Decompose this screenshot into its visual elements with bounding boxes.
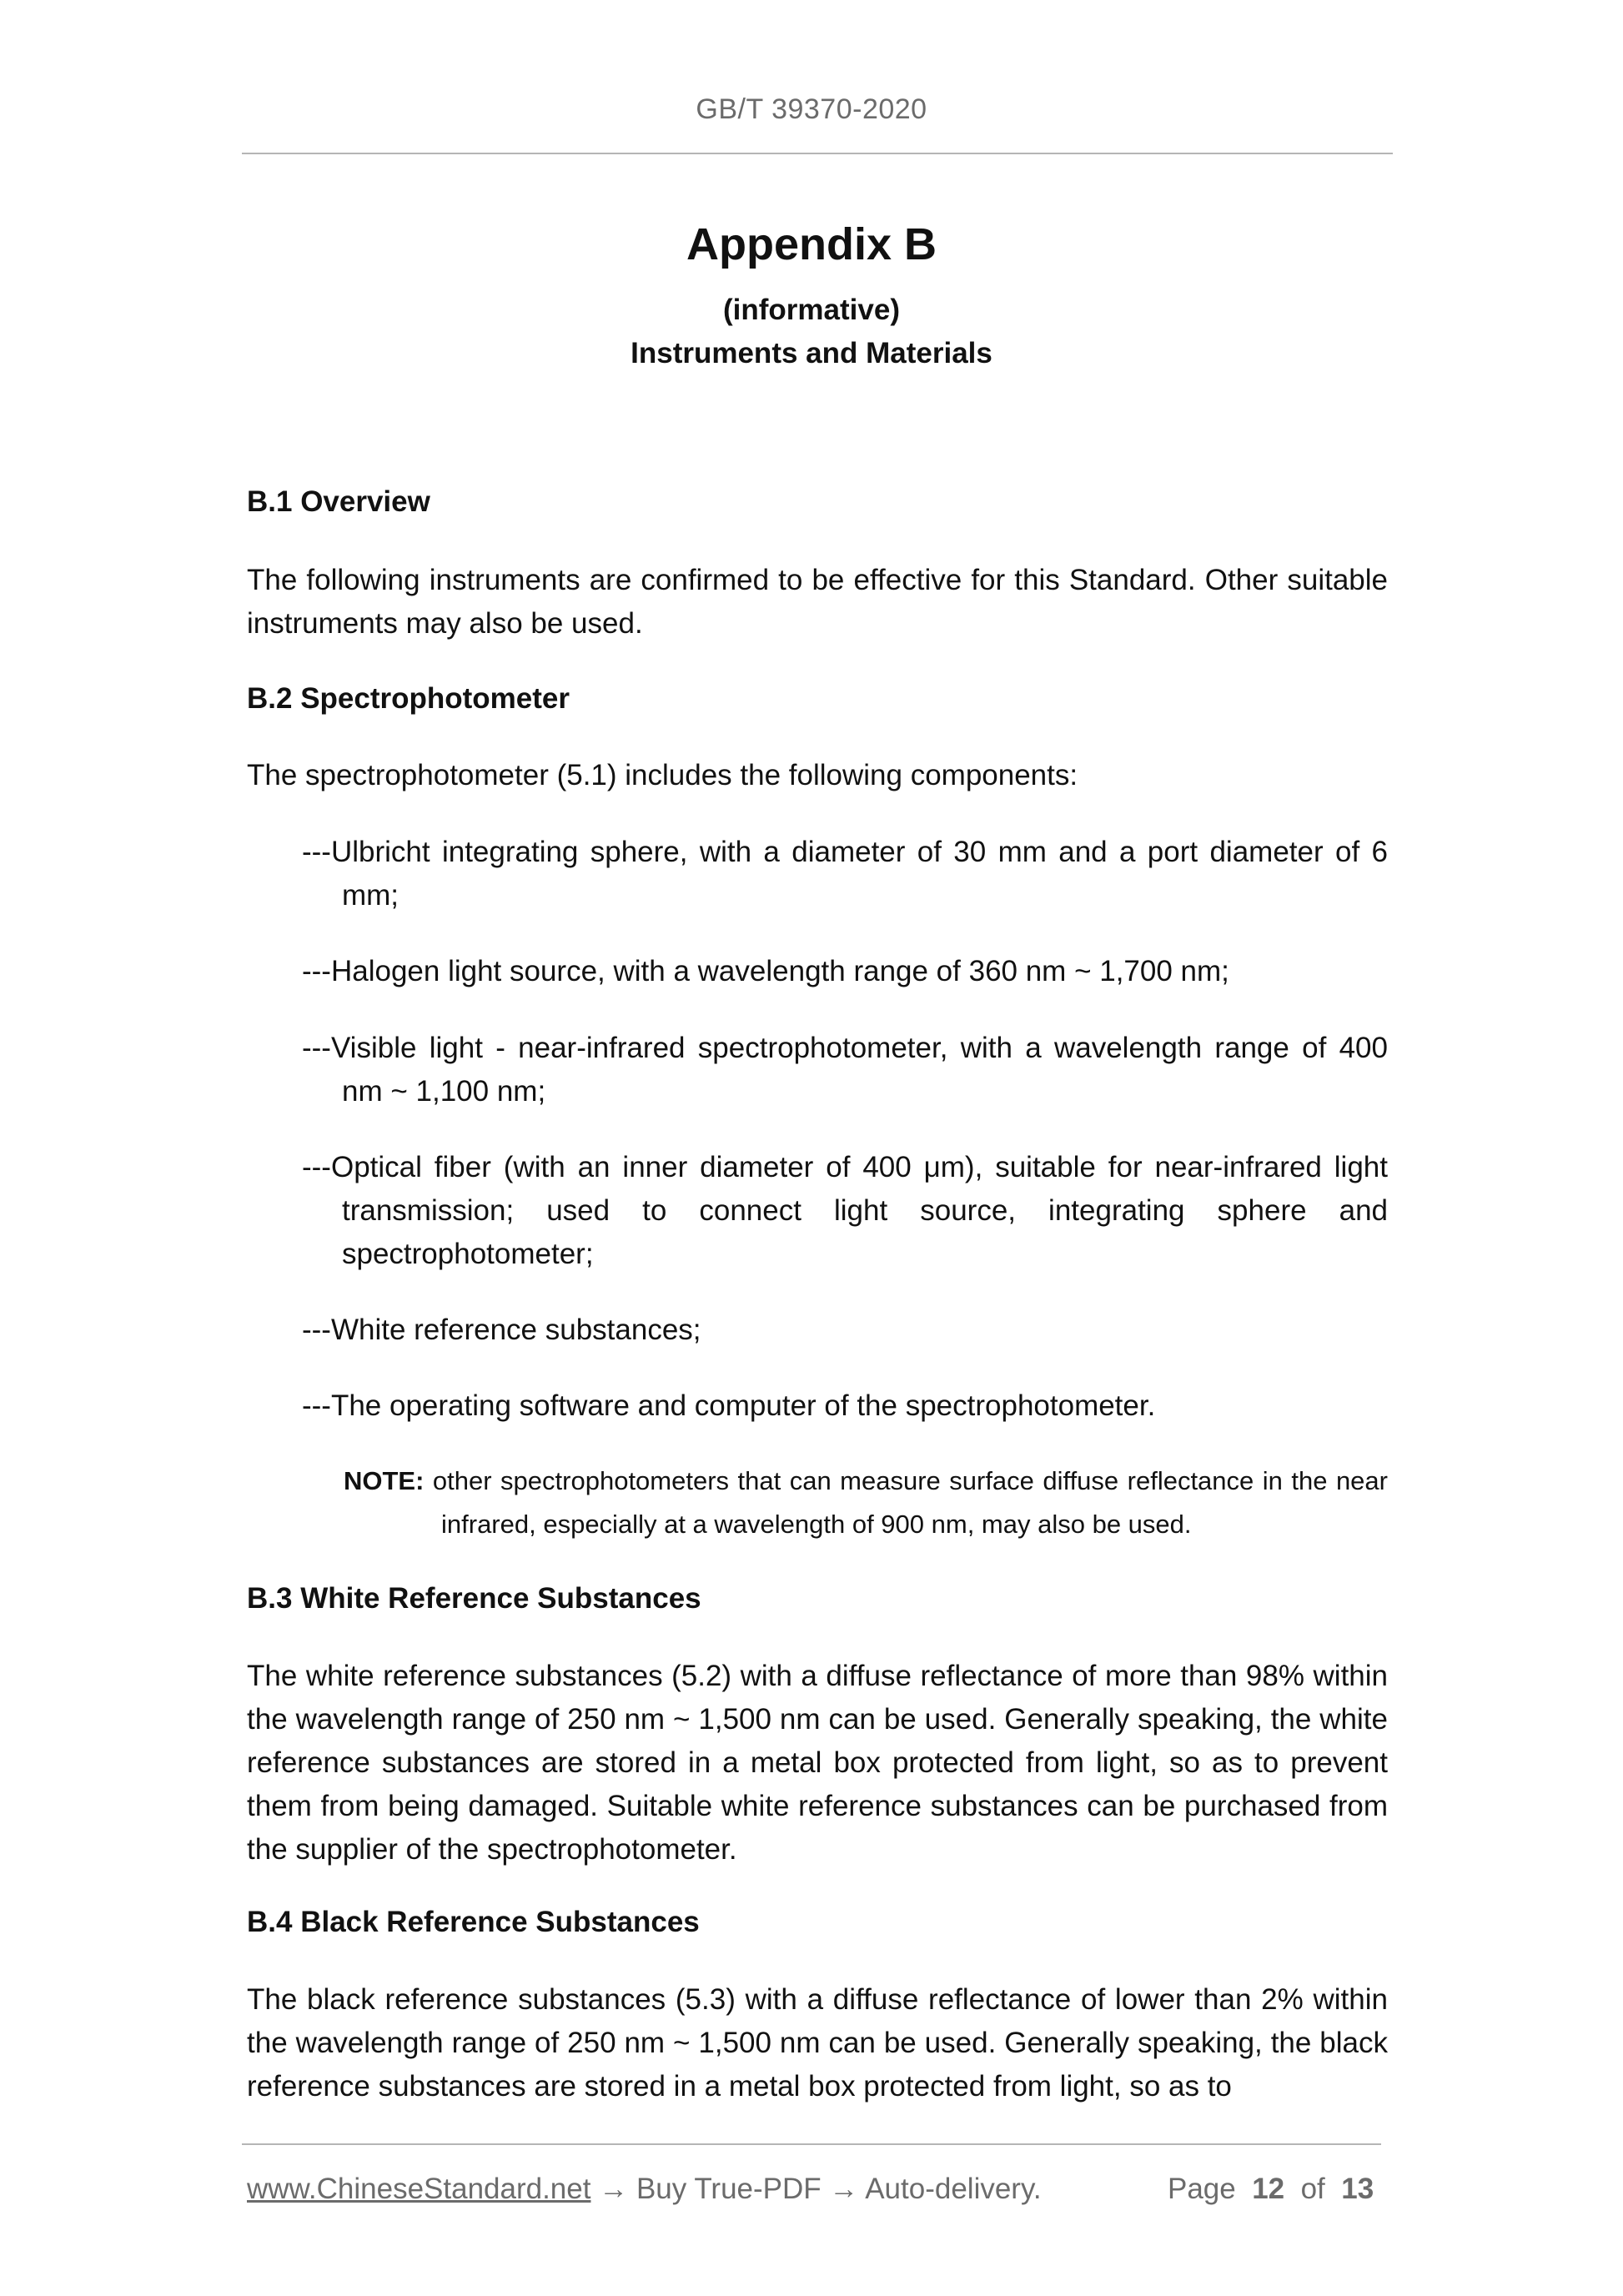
footer-divider bbox=[242, 2143, 1381, 2145]
section-text-b1: The following instruments are confirmed to be effective for this Standard. Other suitable instruments may also be used. bbox=[247, 564, 1388, 640]
arrow-right-icon: → bbox=[599, 2173, 629, 2205]
list-item: ---Visible light - near-infrared spectrophotometer, with a wavelength range of 400 nm ~ 1,100 nm; bbox=[302, 1032, 1388, 1108]
section-heading-b4: B.4 Black Reference Substances bbox=[247, 1906, 700, 1938]
page-number: 12 bbox=[1252, 2173, 1285, 2205]
of-word: of bbox=[1300, 2173, 1325, 2205]
note-block bbox=[344, 1459, 1388, 1546]
buy-text: Buy True-PDF bbox=[636, 2173, 822, 2205]
section-heading-b2: B.2 Spectrophotometer bbox=[247, 682, 570, 715]
section-intro-b2: The spectrophotometer (5.1) includes the following components: bbox=[247, 759, 1078, 791]
page-total: 13 bbox=[1341, 2173, 1374, 2205]
note-text: other spectrophotometers that can measure surface diffuse reflectance in the near infrared, especially at a wavelength of 900 nm, may also be used. bbox=[432, 1466, 1388, 1539]
document-code-header: GB/T 39370-2020 bbox=[696, 93, 927, 125]
delivery-text: Auto-delivery. bbox=[865, 2173, 1042, 2205]
section-heading-b1: B.1 Overview bbox=[247, 485, 430, 518]
appendix-type: (informative) bbox=[723, 294, 900, 326]
section-text-b3: The white reference substances (5.2) with a diffuse reflectance of more than 98% within the wavelength range of 250 nm ~ 1,500 nm can be used. Generally speaking, the white reference substances are stored in a metal box protected from light, so as to prevent them from being damaged. Suitable white reference substances can be purchased from the supplier of the spectrophotometer. bbox=[247, 1660, 1388, 1866]
appendix-subtitle: Instruments and Materials bbox=[631, 337, 992, 369]
footer-promo bbox=[247, 2173, 1042, 2206]
list-item: ---The operating software and computer of the spectrophotometer. bbox=[302, 1389, 1156, 1422]
arrow-right-icon: → bbox=[829, 2173, 859, 2205]
note-label: NOTE: bbox=[344, 1466, 425, 1495]
list-item: ---Ulbricht integrating sphere, with a diameter of 30 mm and a port diameter of 6 mm; bbox=[302, 836, 1388, 912]
page-indicator bbox=[1168, 2173, 1374, 2206]
website-link[interactable]: www.ChineseStandard.net bbox=[247, 2173, 591, 2205]
header-divider bbox=[242, 153, 1393, 154]
list-item: ---Optical fiber (with an inner diameter of 400 μm), suitable for near-infrared light transmission; used to connect light source, integrating sphere and spectrophotometer; bbox=[302, 1151, 1388, 1270]
section-heading-b3: B.3 White Reference Substances bbox=[247, 1582, 701, 1615]
page-word: Page bbox=[1168, 2173, 1236, 2205]
list-item: ---White reference substances; bbox=[302, 1314, 701, 1346]
section-text-b4: The black reference substances (5.3) with a diffuse reflectance of lower than 2% within the wavelength range of 250 nm ~ 1,500 nm can be used. Generally speaking, the black reference substances are stored in a metal box protected from light, so as to bbox=[247, 1983, 1388, 2103]
appendix-title: Appendix B bbox=[686, 219, 937, 269]
list-item: ---Halogen light source, with a wavelength range of 360 nm ~ 1,700 nm; bbox=[302, 955, 1229, 987]
